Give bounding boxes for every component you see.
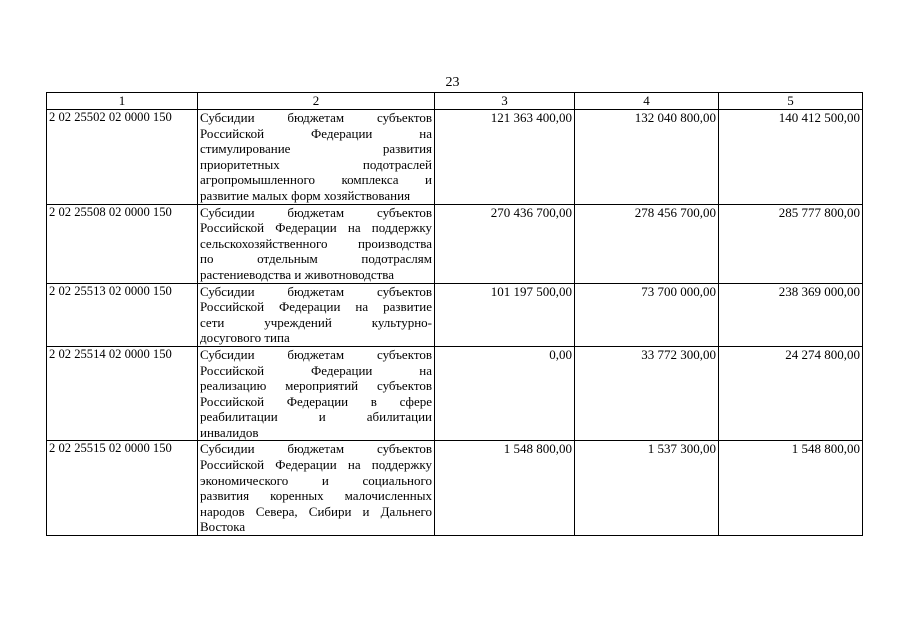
- description-line: развитие малых форм хозяйствования: [200, 187, 411, 203]
- description-line: Субсидии бюджетам субъектов: [200, 204, 432, 220]
- description-line: народов Севера, Сибири и Дальнего: [200, 503, 432, 519]
- amount-col-5: 285 777 800,00: [719, 204, 863, 283]
- column-header-4: 4: [575, 93, 719, 110]
- description-line: стимулирование развития: [200, 141, 432, 157]
- description-line: Субсидии бюджетам субъектов: [200, 110, 432, 125]
- description-line: по отдельным подотраслям: [200, 251, 432, 267]
- classification-code: 2 02 25502 02 0000 150: [47, 110, 198, 205]
- subsidy-description: [198, 346, 435, 441]
- classification-code: 2 02 25514 02 0000 150: [47, 346, 198, 441]
- amount-col-3: 101 197 500,00: [435, 283, 575, 346]
- description-line: досугового типа: [200, 330, 290, 346]
- amount-col-3: 121 363 400,00: [435, 110, 575, 205]
- table-row: [47, 110, 863, 205]
- description-line: Субсидии бюджетам субъектов: [200, 441, 432, 457]
- subsidy-description: [198, 204, 435, 283]
- description-line: Российской Федерации на поддержку: [200, 220, 432, 236]
- table-row: [47, 283, 863, 346]
- table-row: [47, 204, 863, 283]
- description-line: Российской Федерации на: [200, 125, 432, 141]
- amount-col-5: 238 369 000,00: [719, 283, 863, 346]
- description-line: Субсидии бюджетам субъектов: [200, 346, 432, 362]
- table-row: [47, 346, 863, 441]
- amount-col-3: 1 548 800,00: [435, 441, 575, 536]
- description-line: сети учреждений культурно-: [200, 314, 432, 330]
- description-line: Востока: [200, 519, 246, 535]
- description-line: Российской Федерации на поддержку: [200, 457, 432, 473]
- page-number: 23: [445, 75, 460, 90]
- column-header-5: 5: [719, 93, 863, 110]
- description-line: агропромышленного комплекса и: [200, 172, 432, 188]
- amount-col-4: 132 040 800,00: [575, 110, 719, 205]
- description-line: экономического и социального: [200, 472, 432, 488]
- header-row: [47, 93, 863, 110]
- amount-col-4: 1 537 300,00: [575, 441, 719, 536]
- amount-col-5: 24 274 800,00: [719, 346, 863, 441]
- amount-col-4: 73 700 000,00: [575, 283, 719, 346]
- classification-code: 2 02 25513 02 0000 150: [47, 283, 198, 346]
- amount-col-5: 1 548 800,00: [719, 441, 863, 536]
- description-line: реализацию мероприятий субъектов: [200, 378, 432, 394]
- description-line: Российской Федерации в сфере: [200, 393, 432, 409]
- description-line: развития коренных малочисленных: [200, 488, 432, 504]
- description-line: реабилитации и абилитации: [200, 409, 432, 425]
- table-row: [47, 441, 863, 536]
- description-line: Российской Федерации на: [200, 362, 432, 378]
- description-line: Российской Федерации на развитие: [200, 299, 432, 315]
- subsidy-description: [198, 283, 435, 346]
- column-header-2: 2: [198, 93, 435, 110]
- amount-col-3: 270 436 700,00: [435, 204, 575, 283]
- description-line: растениеводства и животноводства: [200, 266, 395, 282]
- description-line: Субсидии бюджетам субъектов: [200, 283, 432, 299]
- classification-code: 2 02 25515 02 0000 150: [47, 441, 198, 536]
- amount-col-4: 33 772 300,00: [575, 346, 719, 441]
- description-line: приоритетных подотраслей: [200, 156, 432, 172]
- column-header-1: 1: [47, 93, 198, 110]
- subsidy-description: [198, 110, 435, 205]
- amount-col-4: 278 456 700,00: [575, 204, 719, 283]
- description-line: сельскохозяйственного производства: [200, 235, 432, 251]
- subsidy-description: [198, 441, 435, 536]
- amount-col-3: 0,00: [435, 346, 575, 441]
- column-header-3: 3: [435, 93, 575, 110]
- budget-table: [46, 92, 863, 536]
- amount-col-5: 140 412 500,00: [719, 110, 863, 205]
- description-line: инвалидов: [200, 424, 259, 440]
- classification-code: 2 02 25508 02 0000 150: [47, 204, 198, 283]
